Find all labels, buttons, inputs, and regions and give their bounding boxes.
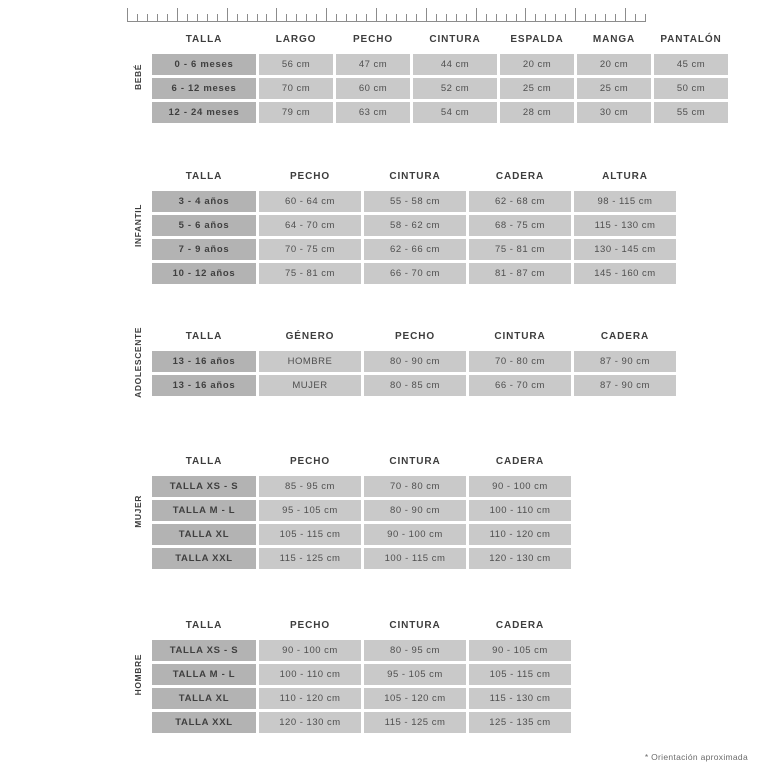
measurement-cell: 79 cm — [259, 102, 333, 123]
ruler-tick — [436, 14, 437, 22]
ruler-tick — [486, 14, 487, 22]
ruler-tick — [615, 14, 616, 22]
table-row — [152, 500, 571, 521]
table-row — [152, 54, 728, 75]
measurement-cell: 81 - 87 cm — [469, 263, 571, 284]
measurement-cell: 115 - 125 cm — [364, 712, 466, 733]
ruler-tick — [466, 14, 467, 22]
measurement-cell: 47 cm — [336, 54, 410, 75]
column-header: CADERA — [495, 456, 545, 467]
table-row — [152, 215, 676, 236]
measurement-cell: 20 cm — [500, 54, 574, 75]
ruler-tick — [605, 14, 606, 22]
measurement-cell: 25 cm — [577, 78, 651, 99]
ruler-tick — [227, 8, 228, 22]
size-cell: TALLA M - L — [152, 664, 256, 685]
size-table-hombre — [149, 614, 574, 736]
column-header: TALLA — [185, 456, 223, 467]
table-header-row — [152, 453, 571, 473]
column-header: CADERA — [495, 171, 545, 182]
ruler-tick — [286, 14, 287, 22]
ruler-tick — [197, 14, 198, 22]
group-label-infantil — [127, 165, 149, 287]
column-header: TALLA — [185, 171, 223, 182]
ruler-tick — [276, 8, 277, 22]
ruler-tick — [316, 14, 317, 22]
column-header: GÉNERO — [285, 331, 335, 342]
column-header: PECHO — [289, 171, 331, 182]
table-header-row — [152, 168, 676, 188]
ruler-tick — [516, 14, 517, 22]
measurement-cell: 145 - 160 cm — [574, 263, 676, 284]
ruler-tick — [585, 14, 586, 22]
measurement-cell: 105 - 115 cm — [259, 524, 361, 545]
column-header: ALTURA — [602, 171, 648, 182]
table-header-row — [152, 617, 571, 637]
ruler-tick — [167, 14, 168, 22]
column-header: TALLA — [185, 34, 223, 45]
ruler-tick — [406, 14, 407, 22]
measurement-cell: 28 cm — [500, 102, 574, 123]
ruler-tick — [565, 14, 566, 22]
measurement-cell: 98 - 115 cm — [574, 191, 676, 212]
size-cell: 10 - 12 años — [152, 263, 256, 284]
ruler-tick — [237, 14, 238, 22]
measurement-cell: 64 - 70 cm — [259, 215, 361, 236]
measurement-cell: MUJER — [259, 375, 361, 396]
size-table-mujer — [149, 450, 574, 572]
size-cell: TALLA XXL — [152, 712, 256, 733]
ruler-tick — [476, 8, 477, 22]
size-table-adolescente — [149, 325, 679, 399]
ruler-tick — [127, 8, 128, 22]
footnote: * Orientación aproximada — [644, 752, 748, 762]
ruler-decoration — [127, 6, 645, 22]
measurement-cell: 66 - 70 cm — [364, 263, 466, 284]
measurement-cell: 70 - 75 cm — [259, 239, 361, 260]
measurement-cell: 100 - 110 cm — [259, 664, 361, 685]
measurement-cell: 87 - 90 cm — [574, 375, 676, 396]
measurement-cell: 45 cm — [654, 54, 728, 75]
measurement-cell: HOMBRE — [259, 351, 361, 372]
size-cell: TALLA XS - S — [152, 640, 256, 661]
measurement-cell: 120 - 130 cm — [259, 712, 361, 733]
measurement-cell: 56 cm — [259, 54, 333, 75]
table-row — [152, 640, 571, 661]
measurement-cell: 68 - 75 cm — [469, 215, 571, 236]
measurement-cell: 95 - 105 cm — [364, 664, 466, 685]
table-row — [152, 375, 676, 396]
ruler-tick — [506, 14, 507, 22]
table-row — [152, 688, 571, 709]
ruler-tick — [525, 8, 526, 22]
group-label-text: HOMBRE — [133, 654, 143, 696]
measurement-cell: 90 - 105 cm — [469, 640, 571, 661]
measurement-cell: 90 - 100 cm — [469, 476, 571, 497]
ruler-tick — [177, 8, 178, 22]
table-row — [152, 351, 676, 372]
measurement-cell: 80 - 95 cm — [364, 640, 466, 661]
size-cell: 6 - 12 meses — [152, 78, 256, 99]
size-cell: 0 - 6 meses — [152, 54, 256, 75]
ruler-tick — [366, 14, 367, 22]
measurement-cell: 20 cm — [577, 54, 651, 75]
ruler-tick — [326, 8, 327, 22]
measurement-cell: 115 - 125 cm — [259, 548, 361, 569]
column-header: LARGO — [275, 34, 317, 45]
group-label-text: BEBÉ — [133, 63, 143, 91]
ruler-tick — [386, 14, 387, 22]
table-row — [152, 476, 571, 497]
ruler-tick — [147, 14, 148, 22]
ruler-tick — [535, 14, 536, 22]
column-header: MANGA — [592, 34, 636, 45]
table-row — [152, 78, 728, 99]
size-cell: 13 - 16 años — [152, 351, 256, 372]
group-label-text: ADOLESCENTE — [133, 326, 143, 398]
size-cell: 3 - 4 años — [152, 191, 256, 212]
group-label-mujer — [127, 450, 149, 572]
measurement-cell: 87 - 90 cm — [574, 351, 676, 372]
table-row — [152, 191, 676, 212]
measurement-cell: 63 cm — [336, 102, 410, 123]
size-table-block-adolescente — [127, 325, 679, 399]
measurement-cell: 62 - 68 cm — [469, 191, 571, 212]
measurement-cell: 75 - 81 cm — [259, 263, 361, 284]
group-label-text: MUJER — [133, 494, 143, 528]
column-header: CINTURA — [389, 620, 441, 631]
measurement-cell: 125 - 135 cm — [469, 712, 571, 733]
ruler-tick — [396, 14, 397, 22]
measurement-cell: 25 cm — [500, 78, 574, 99]
table-row — [152, 524, 571, 545]
measurement-cell: 44 cm — [413, 54, 497, 75]
table-row — [152, 548, 571, 569]
column-header: PECHO — [289, 620, 331, 631]
measurement-cell: 95 - 105 cm — [259, 500, 361, 521]
ruler-tick — [336, 14, 337, 22]
column-header: CADERA — [600, 331, 650, 342]
size-cell: TALLA M - L — [152, 500, 256, 521]
measurement-cell: 50 cm — [654, 78, 728, 99]
measurement-cell: 115 - 130 cm — [574, 215, 676, 236]
column-header: PECHO — [394, 331, 436, 342]
measurement-cell: 66 - 70 cm — [469, 375, 571, 396]
measurement-cell: 60 cm — [336, 78, 410, 99]
group-label-adolescente — [127, 325, 149, 399]
table-row — [152, 102, 728, 123]
ruler-tick — [635, 14, 636, 22]
size-cell: TALLA XS - S — [152, 476, 256, 497]
ruler-tick — [575, 8, 576, 22]
ruler-tick — [207, 14, 208, 22]
measurement-cell: 100 - 110 cm — [469, 500, 571, 521]
ruler-tick — [157, 14, 158, 22]
column-header: CADERA — [495, 620, 545, 631]
column-header: CINTURA — [389, 171, 441, 182]
ruler-tick — [595, 14, 596, 22]
ruler-tick — [456, 14, 457, 22]
measurement-cell: 80 - 85 cm — [364, 375, 466, 396]
size-cell: TALLA XL — [152, 524, 256, 545]
ruler-tick — [416, 14, 417, 22]
measurement-cell: 58 - 62 cm — [364, 215, 466, 236]
ruler-tick — [217, 14, 218, 22]
table-header-row — [152, 328, 676, 348]
measurement-cell: 62 - 66 cm — [364, 239, 466, 260]
table-header-row — [152, 31, 728, 51]
size-cell: TALLA XL — [152, 688, 256, 709]
column-header: CINTURA — [494, 331, 546, 342]
ruler-tick — [247, 14, 248, 22]
group-label-text: INFANTIL — [133, 204, 143, 248]
measurement-cell: 90 - 100 cm — [259, 640, 361, 661]
ruler-tick — [356, 14, 357, 22]
table-row — [152, 239, 676, 260]
size-table-block-hombre — [127, 614, 574, 736]
measurement-cell: 75 - 81 cm — [469, 239, 571, 260]
column-header: PECHO — [352, 34, 394, 45]
ruler-tick — [496, 14, 497, 22]
ruler-tick — [555, 14, 556, 22]
size-cell: 7 - 9 años — [152, 239, 256, 260]
table-row — [152, 712, 571, 733]
column-header: CINTURA — [429, 34, 481, 45]
measurement-cell: 105 - 120 cm — [364, 688, 466, 709]
measurement-cell: 30 cm — [577, 102, 651, 123]
ruler-tick — [446, 14, 447, 22]
measurement-cell: 70 - 80 cm — [364, 476, 466, 497]
measurement-cell: 115 - 130 cm — [469, 688, 571, 709]
measurement-cell: 100 - 115 cm — [364, 548, 466, 569]
measurement-cell: 110 - 120 cm — [259, 688, 361, 709]
column-header: TALLA — [185, 620, 223, 631]
size-table-block-bebe — [127, 28, 731, 126]
column-header: ESPALDA — [510, 34, 564, 45]
ruler-tick — [306, 14, 307, 22]
measurement-cell: 90 - 100 cm — [364, 524, 466, 545]
ruler-tick — [426, 8, 427, 22]
group-label-hombre — [127, 614, 149, 736]
ruler-tick — [137, 14, 138, 22]
group-label-bebe — [127, 28, 149, 126]
measurement-cell: 52 cm — [413, 78, 497, 99]
measurement-cell: 105 - 115 cm — [469, 664, 571, 685]
size-cell: 5 - 6 años — [152, 215, 256, 236]
ruler-tick — [296, 14, 297, 22]
table-row — [152, 263, 676, 284]
measurement-cell: 54 cm — [413, 102, 497, 123]
size-table-bebe — [149, 28, 731, 126]
ruler-tick — [545, 14, 546, 22]
size-cell: TALLA XXL — [152, 548, 256, 569]
column-header: TALLA — [185, 331, 223, 342]
measurement-cell: 70 cm — [259, 78, 333, 99]
measurement-cell: 80 - 90 cm — [364, 500, 466, 521]
column-header: PECHO — [289, 456, 331, 467]
measurement-cell: 80 - 90 cm — [364, 351, 466, 372]
ruler-tick — [187, 14, 188, 22]
size-table-infantil — [149, 165, 679, 287]
ruler-tick — [266, 14, 267, 22]
measurement-cell: 130 - 145 cm — [574, 239, 676, 260]
column-header: CINTURA — [389, 456, 441, 467]
measurement-cell: 55 - 58 cm — [364, 191, 466, 212]
size-cell: 12 - 24 meses — [152, 102, 256, 123]
measurement-cell: 110 - 120 cm — [469, 524, 571, 545]
size-table-block-infantil — [127, 165, 679, 287]
measurement-cell: 70 - 80 cm — [469, 351, 571, 372]
measurement-cell: 55 cm — [654, 102, 728, 123]
size-table-block-mujer — [127, 450, 574, 572]
measurement-cell: 120 - 130 cm — [469, 548, 571, 569]
ruler-tick — [346, 14, 347, 22]
measurement-cell: 85 - 95 cm — [259, 476, 361, 497]
ruler-tick — [376, 8, 377, 22]
ruler-tick — [625, 8, 626, 22]
ruler-tick — [645, 14, 646, 22]
column-header: PANTALÓN — [660, 34, 722, 45]
table-row — [152, 664, 571, 685]
size-cell: 13 - 16 años — [152, 375, 256, 396]
ruler-tick — [257, 14, 258, 22]
measurement-cell: 60 - 64 cm — [259, 191, 361, 212]
